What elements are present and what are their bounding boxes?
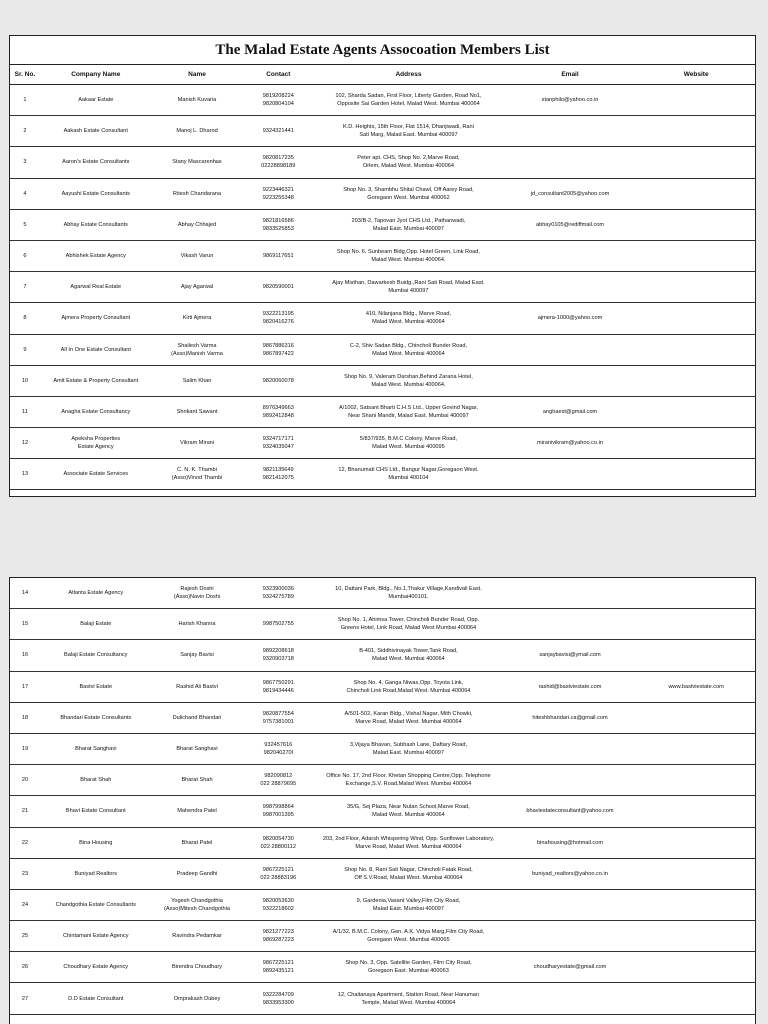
table-row [10, 765, 755, 796]
cell-name: Sanjay Bavisi [180, 652, 214, 659]
table-header [10, 65, 755, 85]
cell-address: 3,Vijaya Bhavan, Subhash Lane, Daftary Road, Malad East. Mumbai 400097 [349, 742, 468, 757]
cell-address: Office No. 17, 2nd Floor, Khetan Shopping Centre,Opp. Telephone Exchange,S.V. Road,Malad West. Mumbai 400064 [326, 773, 491, 788]
cell-company-name: Buniyad Realtors [74, 870, 118, 877]
cell-sr-no: 10 [21, 377, 29, 384]
cell-company-name: Abhishek Estate Agency [65, 253, 126, 260]
cell-address: 203/B-2, Tapovan Jyot CHS Ltd., Pathanwadi, Malad East. Mumbai 400097 [351, 217, 466, 232]
cell-contact: 9223446321 9223255348 [262, 186, 294, 201]
cell-sr-no: 24 [21, 901, 29, 908]
table-row [10, 303, 755, 334]
table-row [10, 147, 755, 178]
cell-email[interactable]: buniyad_realtors@yahoo.co.in [532, 870, 608, 877]
table-row [10, 272, 755, 303]
cell-sr-no: 4 [23, 190, 27, 197]
cell-name: Birendra Choudhary [171, 964, 223, 971]
cell-name: Harish Khanna [178, 621, 216, 628]
header-website: Website [683, 71, 709, 78]
table-row [10, 890, 755, 921]
cell-name: Bharat Sanghavi [176, 746, 218, 753]
header-contact: Contact [266, 71, 291, 78]
cell-contact: 9323900036 9324275789 [262, 586, 294, 601]
cell-company-name: Bhandari Estate Consultants [60, 714, 132, 721]
cell-address: 12, Bhanumati CHS Ltd., Bangur Nagar,Goregaon West. Mumbai 400104 [338, 467, 479, 482]
cell-address: Shop No. 8, Rani Sati Nagar, Chincholi Fatak Road, Off S.V.Road, Malad West. Mumbai 400064 [344, 866, 473, 881]
cell-contact: 9867886316 9867897422 [262, 342, 294, 357]
cell-name: Shrikant Sawant [176, 408, 218, 415]
cell-name: Bharat Patel [181, 839, 213, 846]
cell-email[interactable]: miranivikram@yahoo.co.in [537, 440, 603, 447]
cell-sr-no: 26 [21, 964, 29, 971]
cell-contact: 9821816586 9833525853 [262, 217, 294, 232]
header-sr-no: Sr. No. [14, 71, 36, 78]
cell-company-name: Amit Estate & Property Consultant [53, 377, 139, 384]
cell-email[interactable]: rashid@bastviestate.com [538, 683, 602, 690]
cell-contact: 9324321441 [262, 128, 294, 135]
cell-contact: 9867225121 9892435121 [262, 960, 294, 975]
cell-contact: 9987998864 9987001395 [262, 804, 294, 819]
cell-sr-no: 21 [21, 808, 29, 815]
cell-address: 12, Chaitanaya Apartment, Station Road, Near Hanuman Temple, Malad West. Mumbai 400064 [337, 991, 480, 1006]
cell-company-name: Bharat Sanghavi [75, 746, 117, 753]
table-row [10, 796, 755, 827]
table-row [10, 734, 755, 765]
cell-email[interactable]: binahousing@hotmail.com [537, 839, 604, 846]
cell-name: Vikash Varun [180, 253, 214, 260]
cell-sr-no: 23 [21, 870, 29, 877]
cell-email[interactable]: bhaviestateconsultant@yahoo.com [526, 808, 614, 815]
table-row [10, 703, 755, 734]
cell-email[interactable]: abhay0105@rediffmail.com [535, 221, 605, 228]
cell-sr-no: 12 [21, 440, 29, 447]
cell-sr-no: 20 [21, 777, 29, 784]
cell-website[interactable]: www.bastviestate.com [668, 683, 724, 690]
cell-name: Omprakash Dubey [173, 995, 221, 1002]
table-row [10, 983, 755, 1014]
cell-address: 410, Nilanjana Bldg., Marve Road, Malad West. Mumbai 400064 [365, 311, 452, 326]
cell-company-name: D.D Estate Consultant [68, 995, 124, 1002]
cell-sr-no: 25 [21, 933, 29, 940]
cell-company-name: Balaji Estate [80, 621, 112, 628]
table-row [10, 640, 755, 671]
cell-address: A/1/32, B.M.C. Colony, Gen. A.K. Vidya Marg,Film City Road, Goregaon West. Mumbai 400065 [332, 929, 485, 944]
cell-email[interactable]: choudharyestate@gmail.com [533, 964, 607, 971]
cell-contact: 9821277223 9869287223 [262, 929, 294, 944]
cell-company-name: Ajmera Property Consultant [61, 315, 131, 322]
cell-name: Ravindra Pedamkar [172, 933, 222, 940]
cell-name: Manish Kuvaria [177, 97, 217, 104]
cell-address: Shop No. 3, Opp. Satellite Garden, Film City Road, Goregaon East. Mumbai 400063 [345, 960, 472, 975]
cell-name: Shailesh Varma (Asso)Manish Varma [171, 342, 223, 357]
document-page-1 [9, 35, 756, 497]
cell-name: Kirti Ajmera [182, 315, 212, 322]
table-row [10, 366, 755, 397]
cell-contact: 9892208618 9320903718 [262, 648, 294, 663]
cell-sr-no: 18 [21, 714, 29, 721]
cell-email[interactable]: sanjaybavisi@ymail.com [539, 652, 601, 659]
cell-company-name: Abhay Estate Consultants [63, 221, 128, 228]
table-row [10, 859, 755, 890]
cell-sr-no: 27 [21, 995, 29, 1002]
cell-company-name: Choudhary Estate Agency [63, 964, 129, 971]
table-row [10, 459, 755, 490]
cell-company-name: Apeksha Properties Estate Agency [71, 436, 121, 451]
cell-address: C-2, Shiv Sadan Bldg., Chincholi Bunder Road, Malad West. Mumbai 400064 [349, 342, 468, 357]
cell-sr-no: 9 [23, 346, 27, 353]
table-row [10, 179, 755, 210]
cell-name: Vikram Mirani [179, 440, 215, 447]
cell-company-name: Agarwal Real Estate [70, 284, 122, 291]
cell-name: Rajesh Doshi (Asso)Navin Doshi [173, 586, 221, 601]
cell-company-name: Bastvi Estate [79, 683, 113, 690]
cell-sr-no: 3 [23, 159, 27, 166]
cell-email[interactable]: anghaest@gmail.com [542, 408, 598, 415]
cell-address: A/501-502, Karan Bldg., Vishal Nagar, Mith Chowki, Marve Road, Malad West. Mumbai 400064 [344, 710, 473, 725]
cell-email[interactable]: jd_consultant2005@yahoo.com [530, 190, 610, 197]
table-row [10, 578, 755, 609]
table-body-page-1 [10, 85, 755, 490]
cell-company-name: Chintamani Estate Agency [62, 933, 129, 940]
table-row [10, 241, 755, 272]
cell-email[interactable]: ajmera-1000@yahoo.com [537, 315, 603, 322]
cell-contact: 932457616 982040270l [263, 742, 293, 757]
cell-address: Shop No. 4, Ganga Niwas,Opp. Toyota Link, Chincholi Link Road,Malad West. Mumbai 400064 [346, 679, 471, 694]
cell-sr-no: 13 [21, 471, 29, 478]
cell-name: Bharat Shah [181, 777, 213, 784]
cell-company-name: Aakaar Estate [78, 97, 114, 104]
cell-contact: 9820877554 9757381001 [262, 710, 294, 725]
cell-name: C. N. K. Thambi (Asso)Vinod Thambi [171, 467, 223, 482]
cell-email[interactable]: stanphilo@yahoo.co.in [541, 97, 599, 104]
cell-company-name: Aakash Estate Consultant [63, 128, 128, 135]
cell-name: Dulichand Bhandari [172, 714, 222, 721]
cell-sr-no: 2 [23, 128, 27, 135]
header-company-name: Company Name [71, 71, 121, 78]
cell-company-name: Anagha Estate Consultancy [61, 408, 131, 415]
cell-sr-no: 17 [21, 683, 29, 690]
table-row [10, 397, 755, 428]
cell-address: Shop No. 3, Shambhu Shital Chawl, Off Aarey Road, Goregaon West. Mumbai 400062 [343, 186, 474, 201]
table-row [10, 921, 755, 952]
cell-contact: 9821135649 9821412075 [262, 467, 294, 482]
cell-name: Manoj L. Dharod [176, 128, 218, 135]
cell-email[interactable]: hiteshbhandari.ca@gmail.com [532, 714, 608, 721]
cell-contact: 9322213195 9820416276 [262, 311, 294, 326]
cell-contact: 9820590001 [262, 284, 294, 291]
cell-contact: 8976349663 9892412848 [262, 404, 294, 419]
cell-company-name: Bhavi Estate Consultant [65, 808, 126, 815]
cell-company-name: Aaron's Estate Consultants [62, 159, 130, 166]
cell-address: A/1002, Satsant Bharti C.H.S Ltd., Upper Govind Nagar, Near Shani Mandir, Malad East. Mumbai 400097 [338, 404, 478, 419]
cell-company-name: Atlanta Estate Agency [68, 590, 124, 597]
cell-address: Shop No. 6, Sunbeam Bldg,Opp. Hotel Green, Link Road, Malad West. Mumbai 400064. [336, 249, 480, 264]
cell-sr-no: 22 [21, 839, 29, 846]
cell-contact: 9819208224 9820804104 [262, 93, 294, 108]
table-row [10, 116, 755, 147]
table-body-page-2 [10, 578, 755, 1015]
page-title: The Malad Estate Agents Assocoation Members List [10, 36, 755, 65]
cell-contact: 9820053630 9322218602 [262, 897, 294, 912]
cell-contact: 9820817235 02228898189 [261, 155, 296, 170]
cell-sr-no: 8 [23, 315, 27, 322]
cell-address: Ajay Misthan, Dawarkesh Buidg.,Rani Sati Road, Malad East. Mumbai 400097 [332, 280, 485, 295]
cell-address: 9, Gardenia,Vasant Valley,Film City Road, Malad East. Mumbai 400097 [356, 897, 461, 912]
table-row [10, 335, 755, 366]
cell-sr-no: 19 [21, 746, 29, 753]
cell-sr-no: 14 [21, 590, 29, 597]
cell-contact: 982090812 022 28879695 [260, 773, 297, 788]
cell-name: Salim Khan [182, 377, 212, 384]
cell-company-name: All In One Estate Consultant [60, 346, 131, 353]
table-row [10, 952, 755, 983]
table-row [10, 210, 755, 241]
cell-contact: 9869117651 [262, 253, 294, 260]
cell-name: Pradeep Gandhi [176, 870, 218, 877]
cell-address: Peter apt. CHS, Shop No. 2,Marve Road, Orlem, Malad West. Mumbai 400064 [357, 155, 460, 170]
table-row [10, 672, 755, 703]
cell-name: Yogesh Chandgothia (Asso)Mitesh Chandgothia [164, 897, 230, 912]
cell-name: Ajay Agarwal [180, 284, 214, 291]
cell-sr-no: 11 [22, 408, 28, 415]
cell-company-name: Balaji Estate Consultancy [64, 652, 128, 659]
cell-name: Abhay Chhajed [177, 221, 217, 228]
header-email: Email [561, 71, 579, 78]
cell-address: Shop No. 1, Ahimsa Tower, Chincholi Bunder Road, Opp. Greens Hotel, Link Road, Malad West Mumbai 400064 [337, 617, 480, 632]
cell-company-name: Associate Estate Services [63, 471, 129, 478]
cell-name: Rashid Ali Bastvi [176, 683, 218, 690]
cell-contact: 9867225121 022 28883196 [260, 866, 297, 881]
document-page-2 [9, 577, 756, 1024]
cell-sr-no: 7 [23, 284, 27, 291]
cell-contact: 9820060078 [262, 377, 294, 384]
table-row [10, 428, 755, 459]
cell-company-name: Bina Housing [79, 839, 113, 846]
cell-address: Shop No. 9, Valeram Darshan,Behind Zarana Hotel, Malad West. Mumbai 400064. [344, 373, 473, 388]
cell-address: 5/837/935, B.M.C Colony, Marve Road, Malad West. Mumbai 400095 [359, 436, 458, 451]
header-address: Address [395, 71, 422, 78]
cell-address: 10, Dattani Park, Bldg., No.1,Thakur Village,Kandivali East. Mumbai400101. [335, 586, 482, 601]
cell-address: B-401, Siddhivinayak Tower,Tank Road, Malad West. Mumbai 400064 [359, 648, 458, 663]
cell-contact: 9867750291 9819434446 [262, 679, 294, 694]
cell-sr-no: 15 [21, 621, 29, 628]
cell-contact: 9820054730 022 28800112 [260, 835, 296, 850]
cell-name: Ritesh Chandarana [172, 190, 222, 197]
table-row [10, 828, 755, 859]
cell-sr-no: 16 [21, 652, 29, 659]
cell-sr-no: 5 [23, 221, 27, 228]
cell-address: 203, 2nd Floor, Adarsh Whispering Wind, Opp. Sunflower Laboratory, Marve Road, Malad West. Mumbai 400064 [322, 835, 495, 850]
cell-company-name: Bharat Shah [80, 777, 112, 784]
cell-address: K.D. Heights, 15th Floor, Flat 1514, Dhanjiwadi, Rani Sati Marg, Malad East. Mumbai 400097 [342, 124, 474, 139]
table-row [10, 609, 755, 640]
cell-sr-no: 6 [23, 253, 27, 260]
cell-contact: 9987502755 [262, 621, 294, 628]
cell-name: Mahendra Patel [177, 808, 217, 815]
header-name: Name [188, 71, 206, 78]
cell-contact: 9324717171 9324035047 [262, 436, 294, 451]
table-row [10, 85, 755, 116]
cell-sr-no: 1 [23, 97, 27, 104]
cell-company-name: Chandgothia Estate Consultants [55, 901, 136, 908]
cell-company-name: Aayushi Estate Consultants [61, 190, 130, 197]
cell-address: 35/G, Sej Plaza, Near Nutan School,Marve Road, Malad West. Mumbai 400064 [347, 804, 470, 819]
cell-contact: 9322284709 9833953300 [262, 991, 294, 1006]
cell-name: Stany Mascarenhas [172, 159, 222, 166]
cell-address: 102, Sharda Sadan, First Floor, Liberty Garden, Road No1, Opposite Sai Garden Hotel, Malad West. Mumbai 400064 [335, 93, 482, 108]
